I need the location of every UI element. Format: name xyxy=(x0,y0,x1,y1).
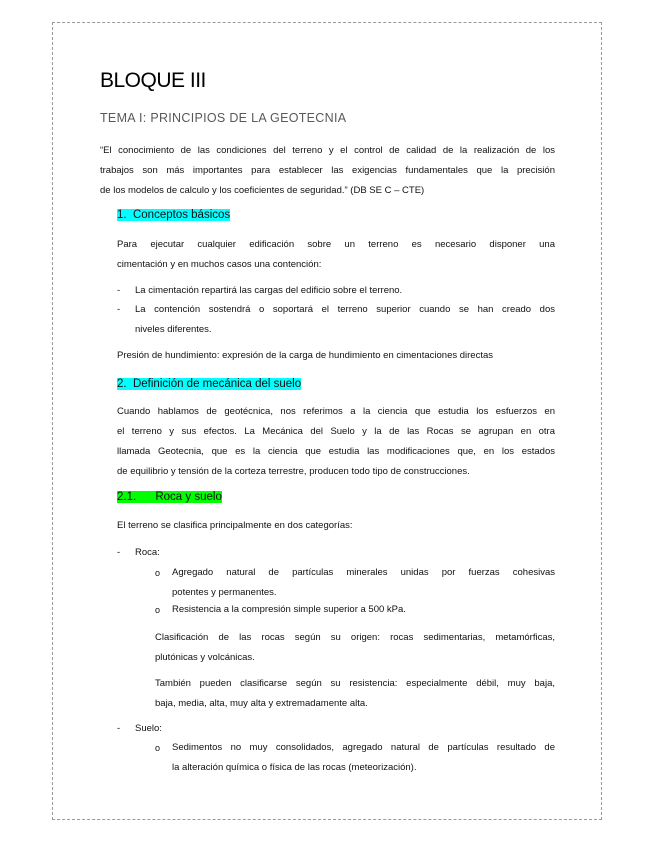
text-line: Cuando hablamos de geotécnica, nos referimos a la ciencia que estudia los esfuerzos en xyxy=(117,406,555,417)
circle-bullet-icon: o xyxy=(155,743,161,753)
intro-line: cimentación y en muchos casos una contención: xyxy=(117,259,322,270)
circle-bullet-icon: o xyxy=(155,568,161,578)
section-2-1-heading xyxy=(117,489,222,505)
circle-bullet-icon: o xyxy=(155,605,161,615)
clasif-line: Clasificación de las rocas según su origen: rocas sedimentarias, metamórficas, xyxy=(155,632,555,643)
section-1-number: 1. xyxy=(117,209,127,221)
terreno-intro: El terreno se clasifica principalmente en dos categorías: xyxy=(117,520,353,531)
section-2-text xyxy=(117,402,555,482)
section-2-1-highlight xyxy=(117,491,222,503)
text-line: el terreno y sus efectos. La Mecánica del Suelo y la de las Rocas se agrupan en otra xyxy=(117,426,555,437)
roca-item-line: Agregado natural de partículas minerales unidas por fuerzas cohesivas xyxy=(172,567,555,578)
section-2-highlight xyxy=(117,378,301,390)
section-1-heading xyxy=(117,207,230,223)
roca-item-line: Resistencia a la compresión simple superior a 500 kPa. xyxy=(172,604,406,615)
section-2-heading xyxy=(117,376,301,392)
presion-line: Presión de hundimiento: expresión de la carga de hundimiento en cimentaciones directas xyxy=(117,350,494,361)
quote-line: “El conocimiento de las condiciones del terreno y el control de calidad de la realización de los xyxy=(100,145,555,156)
suelo-label: Suelo: xyxy=(135,723,162,734)
section-1-highlight xyxy=(117,209,230,221)
dash-bullet: - xyxy=(117,547,121,558)
roca-resistencia xyxy=(155,674,555,714)
suelo-item-line: Sedimentos no muy consolidados, agregado natural de partículas resultado de xyxy=(172,742,555,753)
list-item-line: La contención sostendrá o soportará el terreno superior cuando se han creado dos xyxy=(135,304,555,315)
section-1-intro xyxy=(117,235,555,275)
suelo-item-line: la alteración química o física de las rocas (meteorización). xyxy=(172,762,417,773)
text-line: llamada Geotecnia, que es la ciencia que estudia las modificaciones que, en los estados xyxy=(117,446,555,457)
section-2-number: 2. xyxy=(117,378,127,390)
clasif-line: plutónicas y volcánicas. xyxy=(155,652,255,663)
suelo-item xyxy=(172,738,555,778)
block-title: BLOQUE III xyxy=(100,69,206,92)
dash-bullet: - xyxy=(117,304,121,315)
tema-title: TEMA I: PRINCIPIOS DE LA GEOTECNIA xyxy=(100,111,347,125)
text-line: de equilibrio y tensión de la corteza terrestre, producen todo tipo de construcciones. xyxy=(117,466,470,477)
resist-line: También pueden clasificarse según su resistencia: especialmente débil, muy baja, xyxy=(155,678,555,689)
section-1-title: Conceptos básicos xyxy=(132,209,231,221)
section-2-1-title: Roca y suelo xyxy=(155,491,222,503)
dash-bullet: - xyxy=(117,723,121,734)
list-item-line: niveles diferentes. xyxy=(135,324,212,335)
roca-item xyxy=(172,600,555,620)
list-item-line: La cimentación repartirá las cargas del edificio sobre el terreno. xyxy=(135,285,403,296)
resist-line: baja, media, alta, muy alta y extremadamente alta. xyxy=(155,698,368,709)
intro-line: Para ejecutar cualquier edificación sobre un terreno es necesario disponer una xyxy=(117,239,555,250)
roca-item xyxy=(172,563,555,603)
roca-clasificacion xyxy=(155,628,555,668)
section-2-title: Definición de mecánica del suelo xyxy=(132,378,302,390)
dash-bullet: - xyxy=(117,285,121,296)
list-item xyxy=(135,300,555,340)
roca-item-line: potentes y permanentes. xyxy=(172,587,277,598)
quote-line: trabajos son más importantes para establecer las exigencias fundamentales que la precisión xyxy=(100,165,555,176)
list-item xyxy=(135,281,555,301)
quote-line: de los modelos de calculo y los coeficientes de seguridad.” (DB SE C – CTE) xyxy=(100,185,425,196)
quote-paragraph xyxy=(100,141,555,201)
roca-label: Roca: xyxy=(135,547,160,558)
section-2-1-number: 2.1. xyxy=(117,491,137,503)
